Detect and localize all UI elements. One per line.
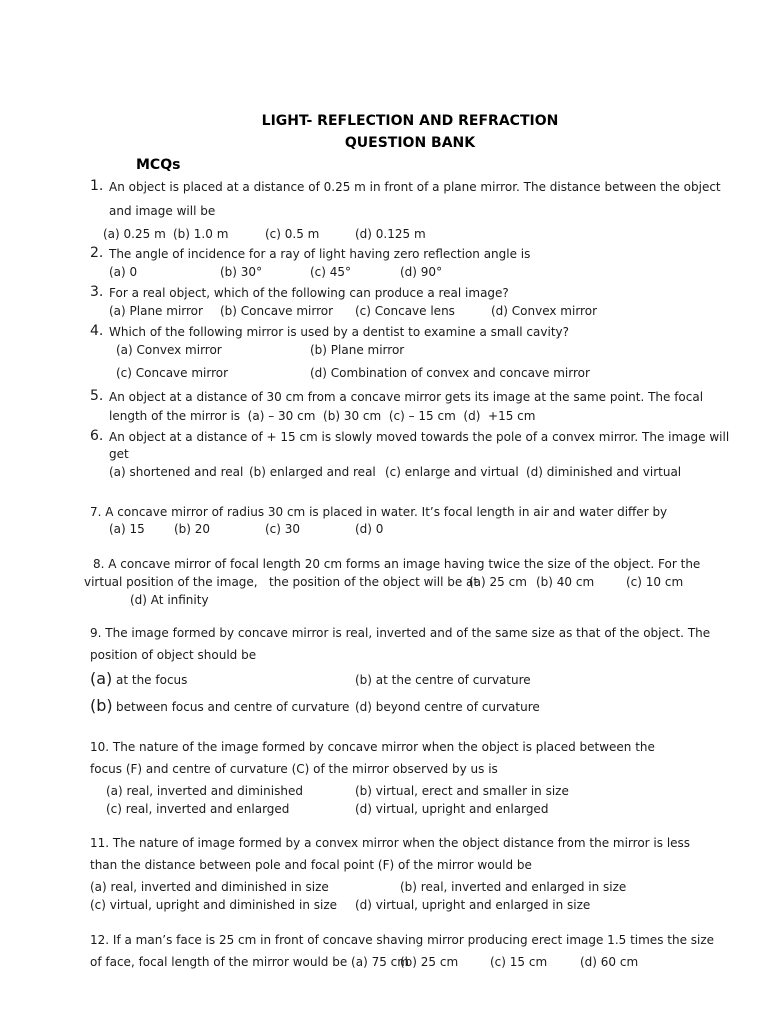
question-11-text-cont: than the distance between pole and focal point (F) of the mirror would be: [90, 858, 532, 872]
question-9-text: 9. The image formed by concave mirror is real, inverted and of the same size as that of the object. The: [90, 626, 711, 640]
question-10-option-b: (b) virtual, erect and smaller in size: [355, 784, 569, 798]
question-9-option-b: (b) at the centre of curvature: [355, 673, 531, 687]
question-2-number: 2.: [90, 245, 104, 261]
question-7-option-b: (b) 20: [174, 522, 211, 536]
question-8-text: 8. A concave mirror of focal length 20 cm forms an image having twice the size of the object. For the: [93, 557, 701, 571]
question-6-option-b: (b) enlarged and real: [249, 465, 376, 479]
question-8-option-c: (c) 10 cm: [626, 575, 684, 589]
question-1-option-d: (d) 0.125 m: [355, 227, 426, 241]
question-9-option-d: (d) beyond centre of curvature: [355, 700, 540, 714]
question-2-option-a: (a) 0: [109, 265, 138, 279]
question-12-text-cont: of face, focal length of the mirror would be (a) 75 cm: [90, 955, 409, 969]
question-3-text: For a real object, which of the following can produce a real image?: [109, 286, 509, 300]
question-2-option-d: (d) 90°: [400, 265, 443, 279]
question-9-option-c: between focus and centre of curvature: [116, 700, 350, 714]
question-10-option-a: (a) real, inverted and diminished: [106, 784, 303, 798]
question-10-text: 10. The nature of the image formed by concave mirror when the object is placed between the: [90, 740, 655, 754]
question-10-option-d: (d) virtual, upright and enlarged: [355, 802, 549, 816]
question-8-option-b: (b) 40 cm: [536, 575, 595, 589]
question-12-option-d: (d) 60 cm: [580, 955, 639, 969]
question-3-number: 3.: [90, 284, 104, 300]
question-4-option-b: (b) Plane mirror: [310, 343, 405, 357]
question-3-option-a: (a) Plane mirror: [109, 304, 203, 318]
question-4-number: 4.: [90, 323, 104, 339]
question-9-text-cont: position of object should be: [90, 648, 257, 662]
question-11-option-c: (c) virtual, upright and diminished in size: [90, 898, 338, 912]
question-10-option-c: (c) real, inverted and enlarged: [106, 802, 290, 816]
question-4-option-a: (a) Convex mirror: [116, 343, 222, 357]
document-title-line-1: LIGHT- REFLECTION AND REFRACTION: [261, 113, 559, 129]
question-9-option-a: at the focus: [116, 673, 188, 687]
question-6-number: 6.: [90, 428, 104, 444]
question-5-number: 5.: [90, 388, 104, 404]
question-9-option-a-label: (a): [90, 669, 113, 688]
question-12-option-b: (b) 25 cm: [400, 955, 459, 969]
question-1-option-b: (b) 1.0 m: [173, 227, 229, 241]
question-3-option-b: (b) Concave mirror: [220, 304, 334, 318]
question-4-text: Which of the following mirror is used by a dentist to examine a small cavity?: [109, 325, 569, 339]
question-7-option-d: (d) 0: [355, 522, 384, 536]
question-10-text-cont: focus (F) and centre of curvature (C) of the mirror observed by us is: [90, 762, 498, 776]
question-1-text-cont: and image will be: [109, 204, 216, 218]
question-1-number: 1.: [90, 178, 104, 194]
question-12-option-c: (c) 15 cm: [490, 955, 548, 969]
question-6-text-cont: get: [109, 447, 129, 461]
question-6-option-c: (c) enlarge and virtual: [385, 465, 519, 479]
document-title-line-2: QUESTION BANK: [344, 135, 476, 151]
question-3-option-c: (c) Concave lens: [355, 304, 455, 318]
question-6-option-a: (a) shortened and real: [109, 465, 244, 479]
question-1-text: An object is placed at a distance of 0.25 m in front of a plane mirror. The distance between the object: [109, 180, 721, 194]
question-4-option-c: (c) Concave mirror: [116, 366, 229, 380]
question-8-option-d: (d) At infinity: [130, 593, 209, 607]
question-6-text: An object at a distance of + 15 cm is slowly moved towards the pole of a convex mirror. The image will: [109, 430, 730, 444]
question-11-option-b: (b) real, inverted and enlarged in size: [400, 880, 627, 894]
question-11-option-a: (a) real, inverted and diminished in size: [90, 880, 329, 894]
question-2-option-b: (b) 30°: [220, 265, 263, 279]
question-7-option-c: (c) 30: [265, 522, 301, 536]
question-12-text: 12. If a man’s face is 25 cm in front of concave shaving mirror producing erect image 1.5 times the size: [90, 933, 715, 947]
question-1-option-a: (a) 0.25 m: [103, 227, 166, 241]
question-5-text-cont: length of the mirror is (a) – 30 cm (b) 30 cm (c) – 15 cm (d) +15 cm: [109, 409, 536, 423]
question-8-option-a: (a) 25 cm: [469, 575, 527, 589]
question-3-option-d: (d) Convex mirror: [491, 304, 598, 318]
question-11-text: 11. The nature of image formed by a convex mirror when the object distance from the mirror is less: [90, 836, 691, 850]
question-6-option-d: (d) diminished and virtual: [526, 465, 682, 479]
question-2-text: The angle of incidence for a ray of light having zero reflection angle is: [109, 247, 531, 261]
question-11-option-d: (d) virtual, upright and enlarged in size: [355, 898, 591, 912]
section-heading-mcqs: MCQs: [136, 157, 181, 173]
question-9-option-c-label: (b): [90, 696, 113, 715]
question-2-option-c: (c) 45°: [310, 265, 352, 279]
question-7-option-a: (a) 15: [109, 522, 145, 536]
question-8-text-cont: virtual position of the image, the position of the object will be at: [84, 575, 479, 589]
question-4-option-d: (d) Combination of convex and concave mirror: [310, 366, 590, 380]
question-5-text: An object at a distance of 30 cm from a concave mirror gets its image at the same point. The focal: [109, 390, 704, 404]
question-7-text: 7. A concave mirror of radius 30 cm is placed in water. It’s focal length in air and water differ by: [90, 505, 668, 519]
question-1-option-c: (c) 0.5 m: [265, 227, 320, 241]
